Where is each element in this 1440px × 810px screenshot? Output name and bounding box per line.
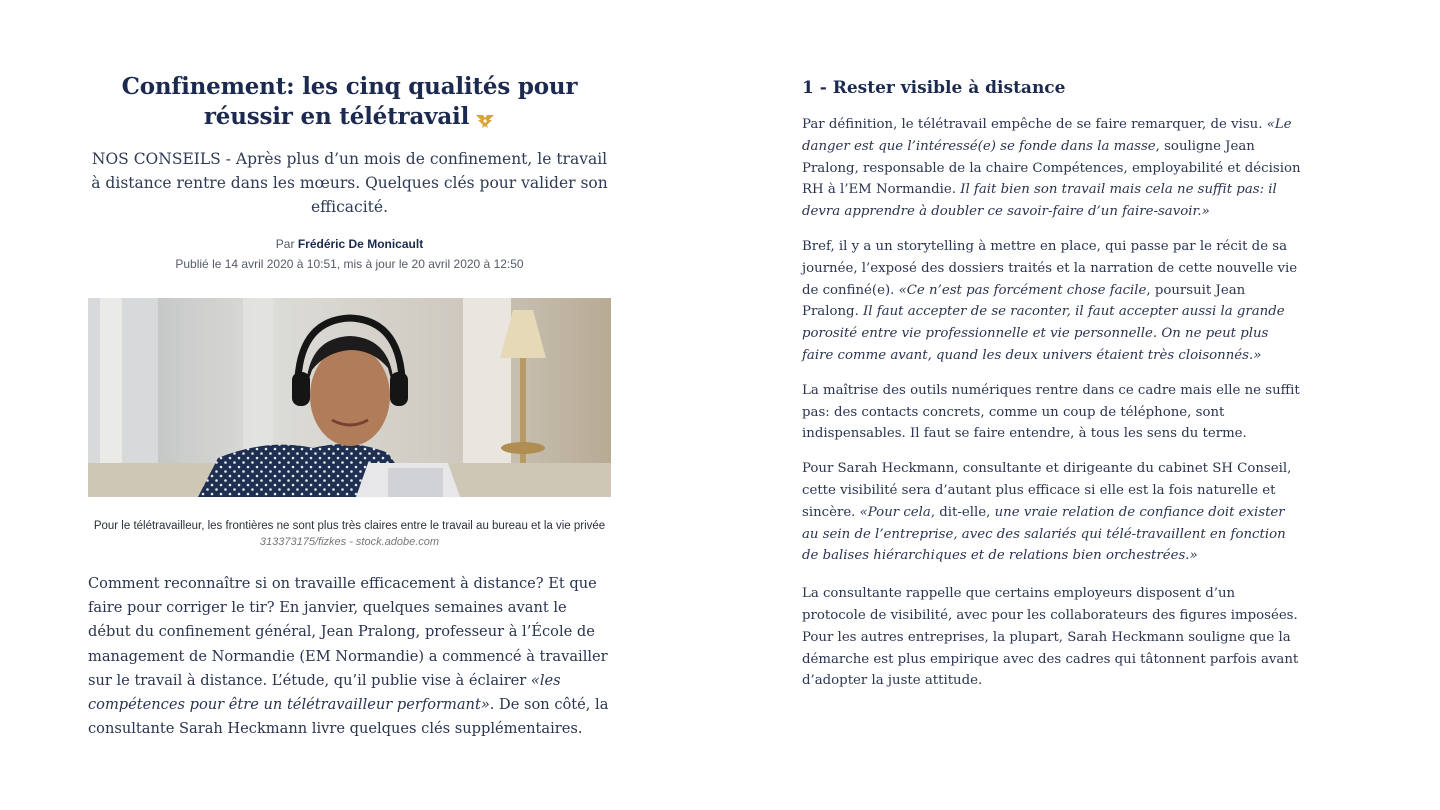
- p4-text-b: , dit-elle,: [930, 504, 995, 520]
- p1-quote-a: «Le danger est que l’intéressé(e) se fonde dans la masse: [802, 117, 1292, 154]
- article-intro: [88, 572, 611, 741]
- intro-text: Comment reconnaître si on travaille efficacement à distance? Et que faire pour corriger le tir? En janvier, quelques semaines avant le début du confinement général, Jean Pralong, professeur à l’École de management de Normandie (EM Normandie) a commencé à travailler sur le travail à distance. L’étude, qu’il publie vise à éclairer: [88, 575, 608, 689]
- p2-quote-b: Il faut accepter de se raconter, il faut accepter aussi la grande porosité entre vie professionnelle et vie personnelle. On ne peut plus faire comme avant, quand les deux univers étaient très cloisonnés.»: [802, 304, 1285, 363]
- article-photo: [88, 298, 611, 497]
- p4-quote-a: «Pour cela: [859, 504, 931, 520]
- intro-quote: «les compétences pour être un télétravailleur performant»: [88, 671, 561, 714]
- paragraph-3: [802, 380, 1302, 445]
- byline: [88, 236, 611, 252]
- author-link[interactable]: Frédéric De Monicault: [297, 237, 424, 251]
- paragraph-2: [802, 236, 1302, 367]
- p1-text-b: , souligne Jean Pralong, responsable de la chaire Compétences, employabilité et décision RH à l’EM Normandie.: [802, 138, 1301, 198]
- p4-quote-b: une vraie relation de confiance doit exister au sein de l’entreprise, avec des salariés qui télé-travaillent en fonction de balises hiérarchiques et de relations bien orchestrées.»: [802, 504, 1286, 564]
- paragraph-4: [802, 458, 1302, 567]
- section-heading: 1 - Rester visible à distance: [802, 78, 1066, 98]
- paragraph-1: [802, 114, 1302, 223]
- p2-text-a: Bref, il y a un storytelling à mettre en place, qui passe par le récit de sa journée, l’exposé des dossiers traités et la narration de cette nouvelle vie de confiné(e).: [802, 238, 1298, 298]
- article-right-column: [802, 76, 1302, 692]
- premium-badge-icon: [475, 109, 495, 127]
- article-title: [88, 72, 611, 132]
- p2-text-b: , poursuit Jean Pralong.: [802, 282, 1246, 320]
- p1-text-a: Par définition, le télétravail empêche de se faire remarquer, de visu.: [802, 117, 1267, 132]
- p4-text-a: Pour Sarah Heckmann, consultante et dirigeante du cabinet SH Conseil, cette visibilité sera d’autant plus efficace si elle est la fois naturelle et sincère.: [802, 461, 1292, 520]
- photo-credit: 313373175/fizkes - stock.adobe.com: [259, 536, 440, 548]
- p2-quote-a: «Ce n’est pas forcément chose facile: [898, 282, 1147, 298]
- paragraph-5: [802, 583, 1302, 692]
- article-subtitle: NOS CONSEILS - Après plus d’un mois de confinement, le travail à distance rentre dans les mœurs. Quelques clés pour valider son efficacité.: [91, 150, 608, 216]
- photo-caption: Pour le télétravailleur, les frontières ne sont plus très claires entre le travail au bureau et la vie privée: [93, 520, 606, 532]
- article-title-text: Confinement: les cinq qualités pour réussir en télétravail: [121, 73, 578, 130]
- publication-dates: Publié le 14 avril 2020 à 10:51, mis à jour le 20 avril 2020 à 12:50: [175, 257, 524, 271]
- intro-text-end: . De son côté, la consultante Sarah Heckmann livre quelques clés supplémentaires.: [88, 696, 609, 738]
- article-left-column: [88, 72, 611, 741]
- p1-quote-b: Il fait bien son travail mais cela ne suffit pas: il devra apprendre à doubler ce savoir-faire d’un faire-savoir.»: [802, 182, 1277, 220]
- p3-text: La maîtrise des outils numériques rentre dans ce cadre mais elle ne suffit pas: des contacts concrets, comme un coup de téléphone, sont indispensables. Il faut se faire entendre, à tous les sens du terme.: [802, 382, 1300, 442]
- byline-prefix: Par: [275, 237, 295, 251]
- p5-text: La consultante rappelle que certains employeurs disposent d’un protocole de visibilité, avec pour les collaborateurs des figures imposées. Pour les autres entreprises, la plupart, Sarah Heckmann souligne que la démarche est plus empirique avec des cadres qui tâtonnent parfois avant d’adopter la juste attitude.: [802, 586, 1299, 689]
